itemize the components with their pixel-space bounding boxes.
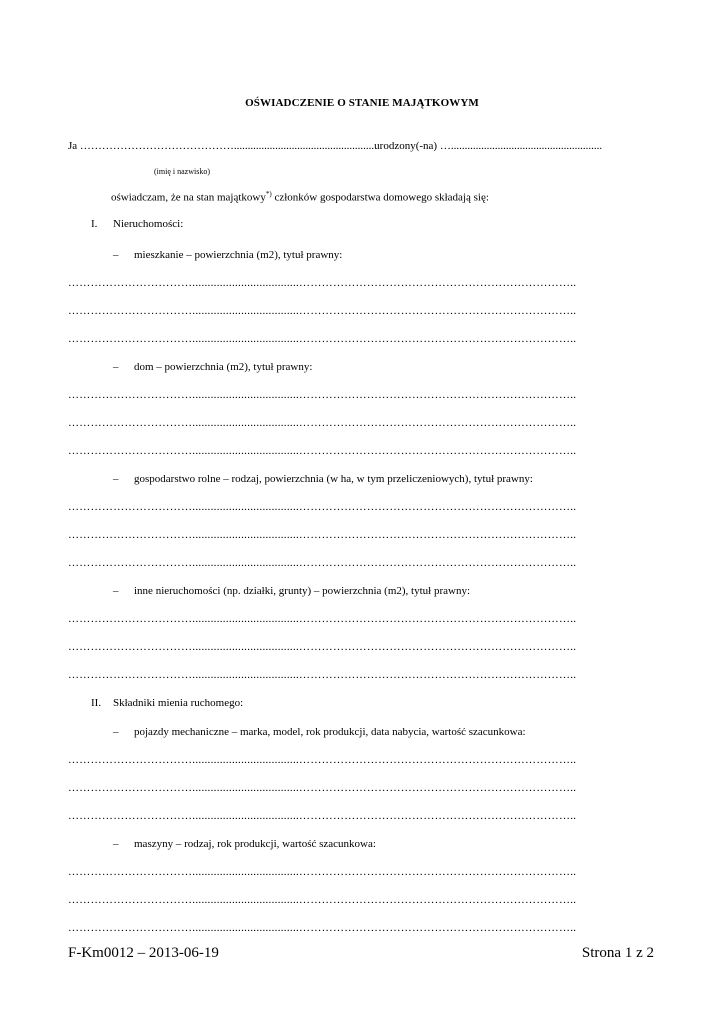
item-pojazdy-label: pojazdy mechaniczne – marka, model, rok produkcji, data nabycia, wartość szacunkowa: — [134, 726, 526, 738]
item-dash: – — [113, 585, 119, 597]
fill-line: ……………………………...................................……………………………………………………………….. — [68, 669, 577, 681]
fill-line: ……………………………...................................……………………………………………………………….. — [68, 445, 577, 457]
fill-line: ……………………………...................................……………………………………………………………….. — [68, 810, 577, 822]
fill-line: ……………………………...................................……………………………………………………………….. — [68, 305, 577, 317]
document-title: OŚWIADCZENIE O STANIE MAJĄTKOWYM — [245, 97, 479, 109]
intro-after: członków gospodarstwa domowego składają się: — [271, 191, 489, 204]
fill-line: ……………………………...................................……………………………………………………………….. — [68, 417, 577, 429]
item-dash: – — [113, 726, 119, 738]
section2-heading: Składniki mienia ruchomego: — [113, 697, 244, 709]
fill-line: ……………………………...................................……………………………………………………………….. — [68, 529, 577, 541]
intro-before: oświadczam, że na stan majątkowy — [111, 191, 266, 204]
section1-numeral: I. — [91, 218, 98, 230]
fill-line: ……………………………...................................……………………………………………………………….. — [68, 389, 577, 401]
fill-line: ……………………………...................................……………………………………………………………….. — [68, 277, 577, 289]
section1-heading: Nieruchomości: — [113, 218, 184, 230]
item-mieszkanie-label: mieszkanie – powierzchnia (m2), tytuł prawny: — [134, 249, 343, 261]
fill-line: ……………………………...................................……………………………………………………………….. — [68, 754, 577, 766]
section2-numeral: II. — [91, 697, 102, 709]
name-hint: (imię i nazwisko) — [154, 167, 210, 176]
birth-fill-dots: …....................................................... — [439, 140, 603, 152]
fill-line: ……………………………...................................……………………………………………………………….. — [68, 333, 577, 345]
fill-line: ……………………………...................................……………………………………………………………….. — [68, 501, 577, 513]
item-inne-label: inne nieruchomości (np. działki, grunty) – powierzchnia (m2), tytuł prawny: — [134, 585, 471, 597]
ja-label: Ja — [68, 140, 78, 152]
name-fill-dots: ……………………………………................................................... — [79, 140, 375, 152]
fill-line: ……………………………...................................……………………………………………………………….. — [68, 613, 577, 625]
page-number: Strona 1 z 2 — [581, 945, 654, 961]
fill-line: ……………………………...................................……………………………………………………………….. — [68, 782, 577, 794]
item-dash: – — [113, 249, 119, 261]
intro-statement — [111, 190, 489, 204]
item-dom-label: dom – powierzchnia (m2), tytuł prawny: — [134, 361, 313, 373]
fill-line: ……………………………...................................……………………………………………………………….. — [68, 641, 577, 653]
fill-line: ……………………………...................................……………………………………………………………….. — [68, 922, 577, 934]
item-dash: – — [113, 361, 119, 373]
item-dash: – — [113, 473, 119, 485]
item-dash: – — [113, 838, 119, 850]
item-gospodarstwo-label: gospodarstwo rolne – rodzaj, powierzchnia (w ha, w tym przeliczeniowych), tytuł prawny: — [134, 473, 533, 485]
fill-line: ……………………………...................................……………………………………………………………….. — [68, 866, 577, 878]
form-id: F-Km0012 – 2013-06-19 — [68, 945, 219, 961]
fill-line: ……………………………...................................……………………………………………………………….. — [68, 557, 577, 569]
name-birth-line — [68, 140, 653, 152]
born-label: urodzony(-na) — [374, 140, 438, 152]
footnote-marker: *) — [265, 190, 272, 198]
item-maszyny-label: maszyny – rodzaj, rok produkcji, wartość szacunkowa: — [134, 838, 376, 850]
fill-line: ……………………………...................................……………………………………………………………….. — [68, 894, 577, 906]
